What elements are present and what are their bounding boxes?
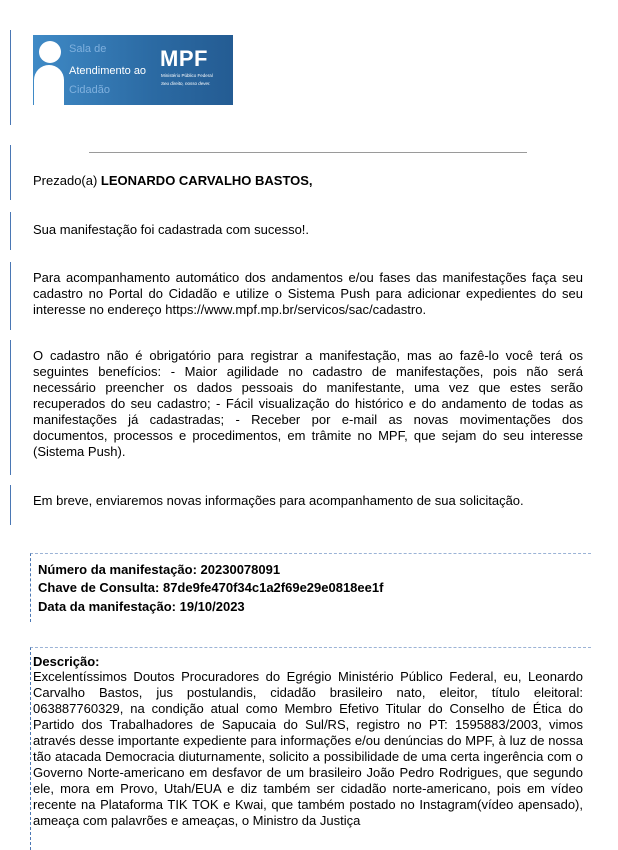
greeting	[33, 173, 583, 189]
margin-line	[10, 212, 11, 250]
margin-line	[10, 340, 11, 475]
margin-line	[10, 262, 11, 330]
success-message: Sua manifestação foi cadastrada com sucesso!.	[33, 222, 310, 237]
recipient-name: LEONARDO CARVALHO BASTOS,	[100, 173, 313, 188]
logo-brand-subtitle: Ministério Público Federal	[161, 73, 213, 78]
person-icon-body	[34, 65, 64, 105]
margin-line	[10, 145, 11, 200]
logo-text-line1: Sala de	[69, 43, 107, 55]
description-label: Descrição:	[33, 654, 100, 669]
consultation-key: Chave de Consulta: 87de9fe470f34c1a2f69e29e0818ee1f	[38, 580, 384, 595]
closing-message: Em breve, enviaremos novas informações para acompanhamento de sua solicitação.	[33, 493, 524, 508]
margin-line	[10, 30, 11, 125]
margin-line	[10, 485, 11, 525]
logo-text-line3: Cidadão	[69, 84, 110, 96]
benefits-paragraph: O cadastro não é obrigatório para registrar a manifestação, mas ao fazê-lo você terá os seguintes benefícios: - Maior agilidade no cadastro de manifestações, pois não será necessário preencher os dados pessoais do manifestante, uma vez que estes serão recuperados do seu cadastro; - Fácil visualização do histórico e do andamento de todas as manifestações já cadastradas; - Receber por e-mail as novas movimentações dos documentos, processos e procedimentos, em trâmite no MPF, que sejam do seu interesse (Sistema Push).	[33, 348, 583, 459]
header-divider	[89, 152, 527, 153]
logo-text-line2: Atendimento ao	[69, 65, 147, 77]
person-icon	[39, 41, 61, 63]
mpf-logo	[33, 35, 233, 105]
manifestation-number: Número da manifestação: 20230078091	[38, 562, 281, 577]
manifestation-date: Data da manifestação: 19/10/2023	[38, 599, 245, 614]
greeting-prefix: Prezado(a)	[33, 173, 101, 188]
follow-up-paragraph: Para acompanhamento automático dos andamentos e/ou fases das manifestações faça seu cadastro no Portal do Cidadão e utilize o Sistema Push para adicionar expedientes do seu interesse no endereço https://www.mpf.mp.br/servicos/sac/cadastro.	[33, 270, 583, 317]
description-text: Excelentíssimos Doutos Procuradores do Egrégio Ministério Público Federal, eu, Leonardo Carvalho Bastos, jus postulandis, cidadão brasileiro nato, eleitor, título eleitoral: 063887760329, na condição atual como Membro Efetivo Titular do Conselho de Ética do Partido dos Trabalhadores de Sapucaia do Sul/RS, registro no PT: 1595883/2003, vimos através desse importante expediente para informações e/ou denúncias do MPF, à luz de nossa tão atacada Democracia diuturnamente, solicito a possibilidade de uma certa ingerência com o Governo Norte-americano em desfavor de um brasileiro João Pedro Rodrigues, que segundo ele, mora em Provo, Utah/EUA e diz também ser cidadão norte-americano, pois em vídeo recente na Plataforma TIK TOK e Kwai, que também postado no Instagram(vídeo apensado), ameaça com palavrões e ameaças, o Ministro da Justiça	[33, 669, 583, 828]
logo-brand-slogan: Seu direito, nosso dever.	[161, 81, 211, 86]
logo-brand: MPF	[160, 46, 208, 71]
